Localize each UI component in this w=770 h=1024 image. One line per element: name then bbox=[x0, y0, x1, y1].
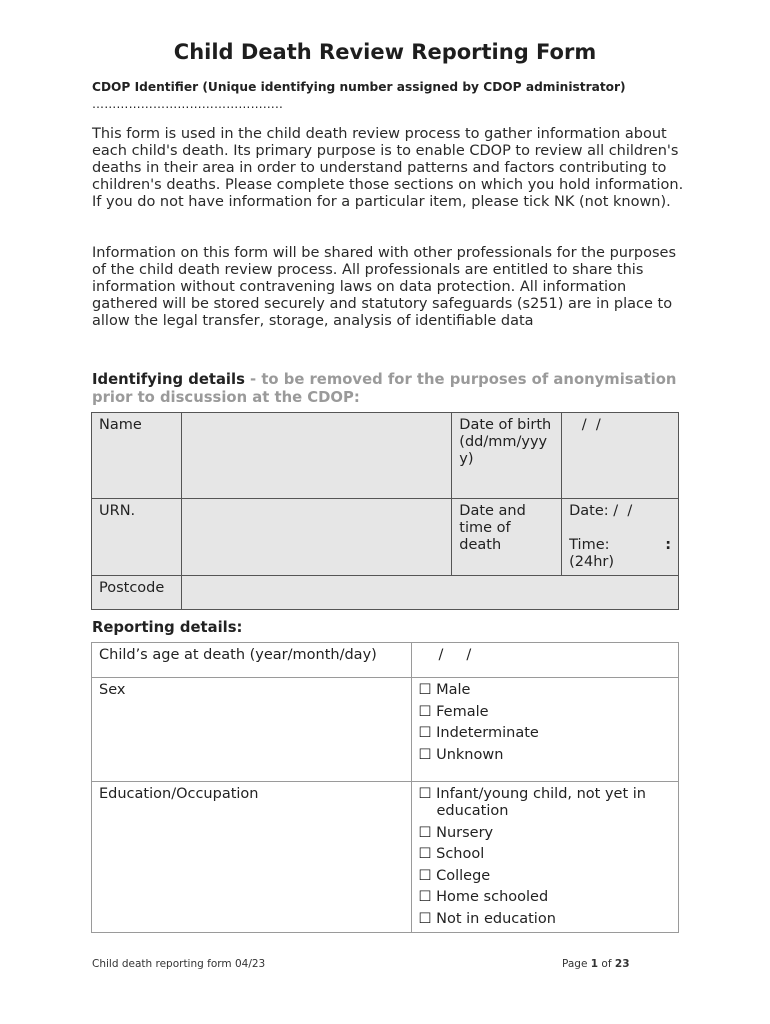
death-date-row bbox=[569, 503, 671, 520]
footer-page-total: 23 bbox=[614, 958, 630, 970]
checkbox-icon[interactable]: ☐ bbox=[418, 846, 432, 863]
sex-option-unknown[interactable] bbox=[419, 747, 672, 764]
checkbox-icon[interactable]: ☐ bbox=[418, 786, 432, 802]
sex-options bbox=[411, 678, 679, 782]
death-datetime-field[interactable] bbox=[562, 499, 679, 576]
age-value: / / bbox=[438, 647, 472, 663]
date-label: Date: bbox=[569, 503, 609, 519]
footer-of-word: of bbox=[601, 958, 612, 970]
footer-page-number bbox=[562, 958, 630, 970]
postcode-label: Postcode bbox=[92, 576, 182, 610]
postcode-field[interactable] bbox=[181, 576, 678, 610]
education-options bbox=[411, 782, 679, 933]
time-colon: : bbox=[665, 537, 671, 553]
reporting-details-heading: Reporting details: bbox=[92, 619, 243, 636]
cdop-identifier-label: CDOP Identifier (Unique identifying number assigned by CDOP administrator) bbox=[92, 80, 626, 94]
education-option-label: College bbox=[436, 867, 491, 884]
age-field[interactable] bbox=[411, 643, 679, 678]
sex-label: Sex bbox=[92, 678, 412, 782]
time-label: Time: bbox=[569, 537, 610, 553]
education-option-label: Infant/young child, not yet in bbox=[436, 786, 646, 802]
death-time-row bbox=[569, 537, 671, 554]
checkbox-icon[interactable]: ☐ bbox=[418, 682, 432, 698]
education-option-label-cont: education bbox=[436, 803, 509, 819]
checkbox-icon[interactable]: ☐ bbox=[418, 889, 432, 906]
education-label: Education/Occupation bbox=[92, 782, 412, 933]
checkbox-icon[interactable]: ☐ bbox=[418, 703, 432, 720]
time-unit: (24hr) bbox=[569, 554, 615, 570]
sex-option-female[interactable] bbox=[419, 704, 672, 721]
dob-value: / / bbox=[577, 417, 601, 433]
education-option-label: Nursery bbox=[436, 824, 494, 841]
age-label: Child’s age at death (year/month/day) bbox=[92, 643, 412, 678]
education-option-not-in-education[interactable] bbox=[419, 911, 672, 928]
education-option-infant[interactable] bbox=[419, 786, 672, 820]
education-option-school[interactable] bbox=[419, 846, 672, 863]
sex-option-label: Female bbox=[436, 703, 489, 720]
identifying-details-heading bbox=[92, 371, 692, 407]
sex-option-male[interactable] bbox=[419, 682, 672, 699]
identifying-details-table bbox=[91, 412, 679, 610]
education-option-college[interactable] bbox=[419, 868, 672, 885]
education-option-nursery[interactable] bbox=[419, 825, 672, 842]
dob-field[interactable] bbox=[562, 413, 679, 499]
identifying-heading-note: - to be removed for the purposes of anonymisation prior to discussion at the CDOP: bbox=[92, 371, 677, 406]
sex-option-indeterminate[interactable] bbox=[419, 725, 672, 742]
urn-field[interactable] bbox=[181, 499, 451, 576]
checkbox-icon[interactable]: ☐ bbox=[418, 746, 432, 763]
checkbox-icon[interactable]: ☐ bbox=[418, 867, 432, 884]
dob-label: Date of birth (dd/mm/yyyy) bbox=[452, 413, 562, 499]
sex-option-label: Male bbox=[436, 682, 471, 698]
footer-page-word: Page bbox=[562, 958, 588, 970]
education-option-home-schooled[interactable] bbox=[419, 889, 672, 906]
sex-option-label: Unknown bbox=[436, 746, 504, 763]
name-label: Name bbox=[92, 413, 182, 499]
cdop-identifier-field[interactable]: ……………………………………….. bbox=[92, 97, 284, 111]
education-option-label: Home schooled bbox=[436, 889, 549, 906]
intro-paragraph-1: This form is used in the child death review process to gather information about each child's death. Its primary purpose is to enable CDOP to review all children's deaths in their area in order to understand patterns and factors contributing to children's deaths. Please complete those sections on which you hold information. If you do not have information for a particular item, please tick NK (not known). bbox=[92, 126, 684, 211]
name-field[interactable] bbox=[181, 413, 451, 499]
checkbox-icon[interactable]: ☐ bbox=[418, 824, 432, 841]
identifying-heading-text: Identifying details bbox=[92, 371, 245, 388]
reporting-details-table bbox=[91, 642, 679, 933]
footer-form-version: Child death reporting form 04/23 bbox=[92, 958, 266, 970]
checkbox-icon[interactable]: ☐ bbox=[418, 725, 432, 742]
urn-label: URN. bbox=[92, 499, 182, 576]
footer-page-current: 1 bbox=[590, 958, 599, 970]
education-option-label: Not in education bbox=[436, 910, 556, 927]
education-option-label: School bbox=[436, 846, 485, 863]
date-value: / / bbox=[608, 503, 633, 519]
death-datetime-label: Date and time of death bbox=[452, 499, 562, 576]
form-title: Child Death Review Reporting Form bbox=[173, 40, 597, 64]
sex-option-label: Indeterminate bbox=[436, 725, 539, 742]
intro-paragraph-2: Information on this form will be shared with other professionals for the purposes of the child death review process. All professionals are entitled to share this information without contravening laws on data protection. All information gathered will be stored securely and statutory safeguards (s251) are in place to allow the legal transfer, storage, analysis of identifiable data bbox=[92, 245, 677, 330]
checkbox-icon[interactable]: ☐ bbox=[418, 910, 432, 927]
